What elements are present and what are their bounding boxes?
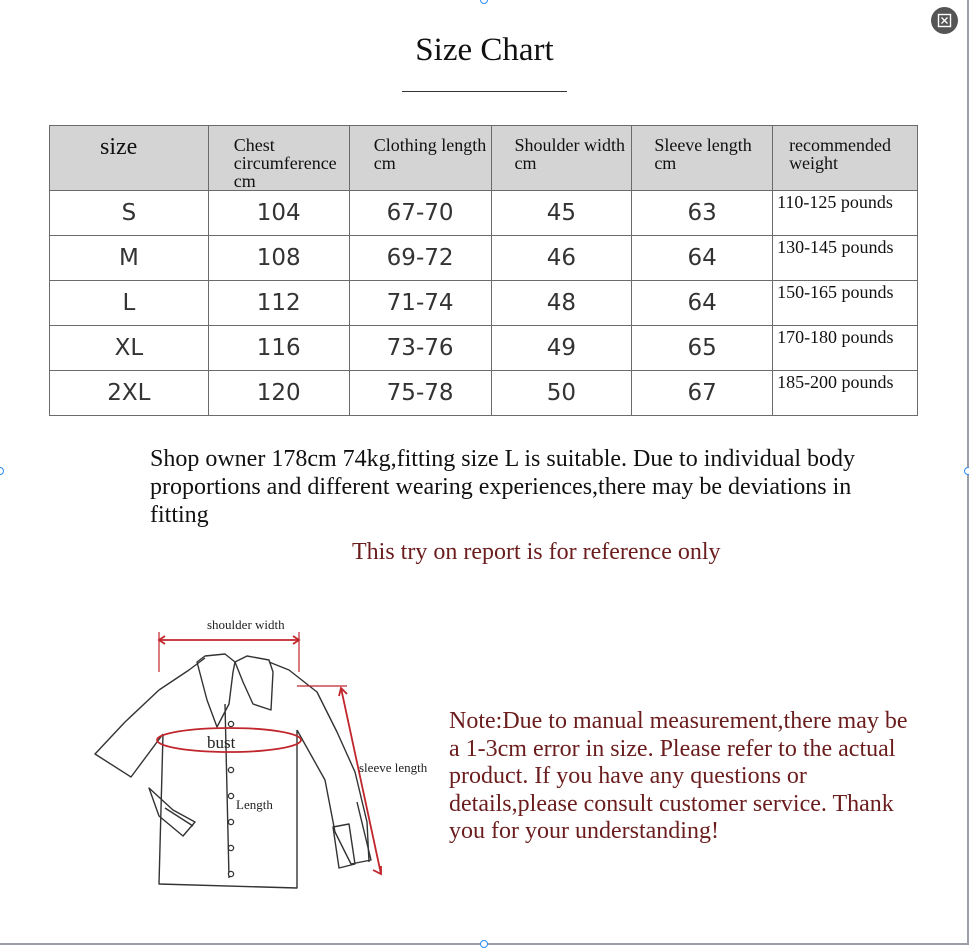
cell-weight: 150-165 pounds (773, 281, 918, 326)
cell-shoulder-width: 50 (491, 371, 632, 416)
cell-size: 2XL (50, 371, 209, 416)
shirt-measurement-diagram (85, 612, 445, 902)
close-button[interactable] (931, 7, 958, 34)
cell-sleeve-length: 63 (632, 191, 773, 236)
cell-clothing-length: 71-74 (349, 281, 491, 326)
table-row (50, 281, 918, 326)
header-chest: Chest circumference cm (208, 126, 349, 191)
length-label: Length (236, 797, 273, 812)
cell-clothing-length: 69-72 (349, 236, 491, 281)
cell-clothing-length: 75-78 (349, 371, 491, 416)
cell-size: S (50, 191, 209, 236)
close-icon (937, 13, 952, 28)
page-title: Size Chart (415, 32, 554, 68)
header-sleeve-length: Sleeve length cm (632, 126, 773, 191)
cell-weight: 170-180 pounds (773, 326, 918, 371)
cell-chest: 104 (208, 191, 349, 236)
size-chart-table (49, 125, 918, 416)
cell-clothing-length: 73-76 (349, 326, 491, 371)
table-row (50, 326, 918, 371)
header-recommended-weight: recommended weight (773, 126, 918, 191)
cell-weight: 130-145 pounds (773, 236, 918, 281)
resize-handle-right[interactable] (964, 467, 969, 475)
cell-chest: 108 (208, 236, 349, 281)
table-row (50, 191, 918, 236)
cell-size: M (50, 236, 209, 281)
cell-chest: 120 (208, 371, 349, 416)
measurement-note: Note:Due to manual measurement,there may be a 1-3cm error in size. Please refer to the actual product. If you have any questions or details,please consult customer service. Thank you for your understanding! (449, 708, 908, 844)
resize-handle-bottom[interactable] (480, 940, 488, 948)
title-underline (402, 91, 567, 92)
reference-note: This try on report is for reference only (352, 539, 721, 565)
bust-label: bust (207, 733, 236, 752)
cell-sleeve-length: 65 (632, 326, 773, 371)
header-size: size (50, 126, 209, 191)
cell-sleeve-length: 67 (632, 371, 773, 416)
cell-shoulder-width: 46 (491, 236, 632, 281)
table-row (50, 371, 918, 416)
cell-shoulder-width: 48 (491, 281, 632, 326)
cell-chest: 112 (208, 281, 349, 326)
cell-sleeve-length: 64 (632, 281, 773, 326)
fitting-note: Shop owner 178cm 74kg,fitting size L is suitable. Due to individual body proportions and different wearing experiences,there may be deviations in fitting (150, 446, 856, 528)
header-shoulder-width: Shoulder width cm (491, 126, 632, 191)
table-header-row (50, 126, 918, 191)
cell-size: XL (50, 326, 209, 371)
cell-shoulder-width: 45 (491, 191, 632, 236)
cell-weight: 110-125 pounds (773, 191, 918, 236)
table-row (50, 236, 918, 281)
header-clothing-length: Clothing length cm (349, 126, 491, 191)
cell-weight: 185-200 pounds (773, 371, 918, 416)
cell-clothing-length: 67-70 (349, 191, 491, 236)
shoulder-width-label: shoulder width (207, 617, 285, 632)
cell-size: L (50, 281, 209, 326)
sleeve-length-label: sleeve length (359, 760, 428, 775)
cell-shoulder-width: 49 (491, 326, 632, 371)
cell-chest: 116 (208, 326, 349, 371)
cell-sleeve-length: 64 (632, 236, 773, 281)
